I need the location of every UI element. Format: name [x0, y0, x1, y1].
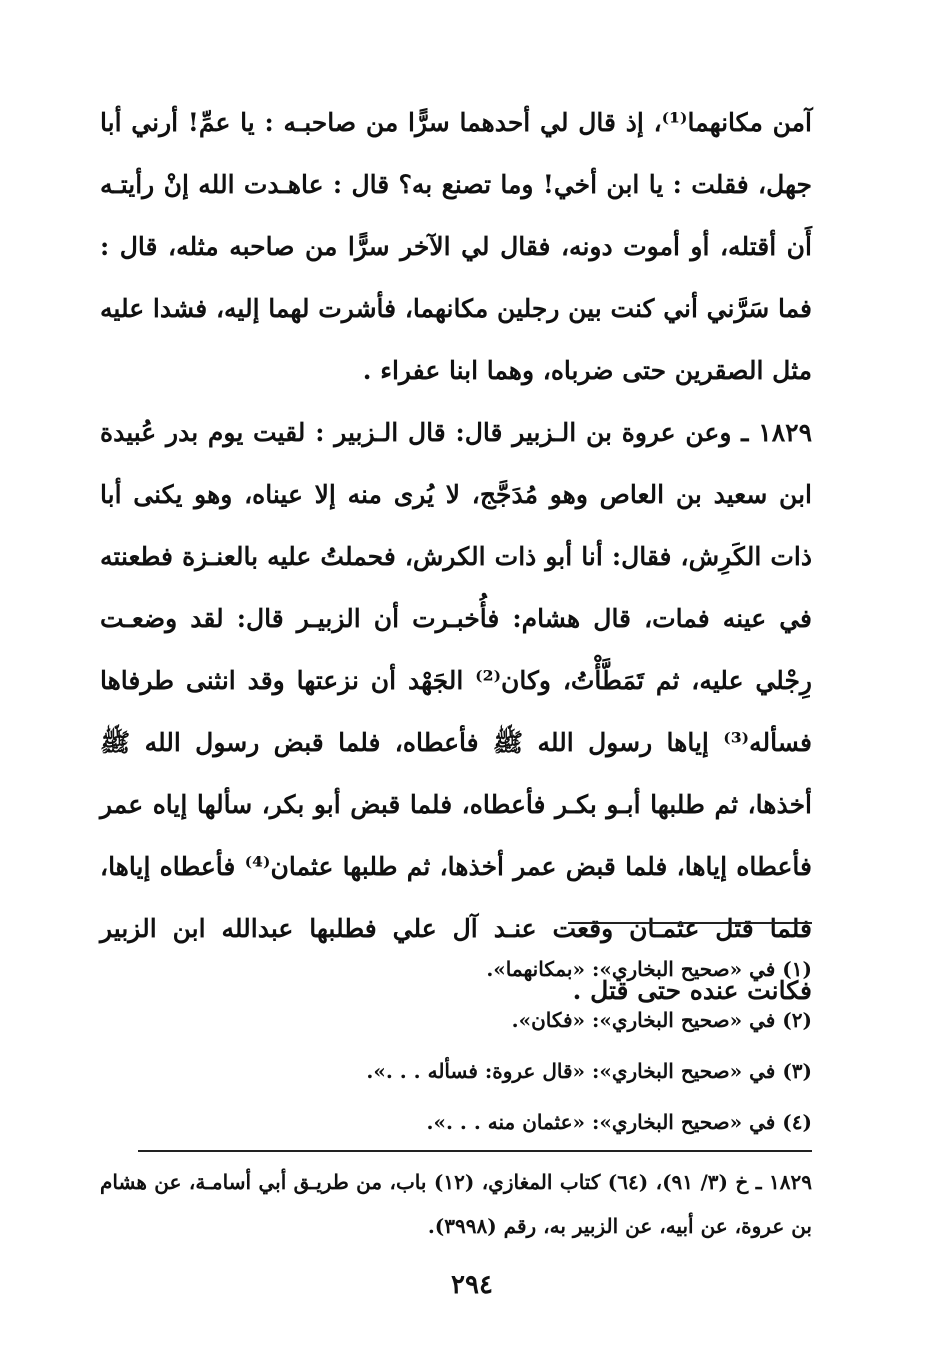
source-reference: ١٨٢٩ ـ خ (٣/ ٩١)، (٦٤) كتاب المغازي، (١٢) باب، من طريـق أبي أسامـة، عن هشام بن عروة، عن أبيه، عن الزبير به، رقم (٣٩٩٨).	[100, 1170, 812, 1238]
footnote-4: (٤) في «صحيح البخاري»: «عثمان منه . . .».	[426, 1110, 812, 1134]
paragraph-1: آمن مكانهما⁽¹⁾، إذ قال لي أحدهما سرًّا من صاحبـه : يا عمِّ! أرني أبا جهل، فقلت : يا ابن أخي! وما تصنع به؟ قال : عاهـدت الله إنْ رأيتـه أَن أقتله، أو أموت دونه، فقال لي الآخر سرًّا من صاحبه مثله، قال : فما سَرَّني أني كنت بين رجلين مكانهما، فأشرت لهما إليه، فشدا عليه مثل الصقرين حتى ضرباه، وهما ابنا عفراء .	[100, 108, 812, 385]
footnote-3: (٣) في «صحيح البخاري»: «قال عروة: فسأله . . .».	[366, 1059, 812, 1083]
footnote-2: (٢) في «صحيح البخاري»: «فكان».	[511, 1008, 812, 1032]
footnote-1: (١) في «صحيح البخاري»: «بمكانهما».	[486, 957, 812, 981]
footnotes	[252, 944, 812, 1148]
paragraph-hadith-1829: ١٨٢٩ ـ وعن عروة بن الـزبير قال: قال الـزبير : لقيت يوم بدر عُبيدة ابن سعيد بن العاص وهو مُدَجَّج، لا يُرى منه إلا عيناه، وهو يكنى أبا ذات الكَرِش، فقال: أنا أبو ذات الكرش، فحملتُ عليه بالعنـزة فطعنته في عينه فمات، قال هشام: فأُخبـرت أن الزبيـر قال: لقد وضعـت رِجْلي عليه، ثم تَمَطَّأْتُ، وكان⁽²⁾ الجَهْد أن نزعتها وقد انثنى طرفاها فسأله⁽³⁾ إياها رسول الله ﷺ فأعطاه، فلما قبض رسول الله ﷺ أخذها، ثم طلبها أبـو بكـر فأعطاه، فلما قبض أبو بكر، سألها إياه عمر فأعطاه إياها، فلما قبض عمر أخذها، ثم طلبها عثمان⁽⁴⁾ فأعطاه إياها، فلما قتل عثمـان وقعت عنـد آل علي فطلبها عبدالله ابن الزبير فكانت عنده حتى قتل .	[100, 418, 813, 1005]
footnote-separator	[568, 922, 812, 924]
main-text	[100, 92, 812, 1022]
page-number: ٢٩٤	[451, 1270, 493, 1300]
source-separator	[138, 1150, 812, 1152]
